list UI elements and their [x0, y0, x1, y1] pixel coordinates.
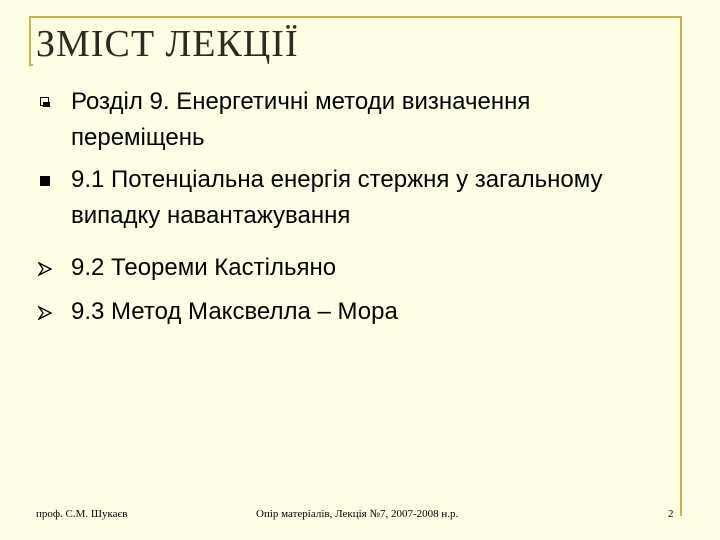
footer-author: проф. С.М. Шукаєв: [36, 508, 128, 520]
list-item-section: [38, 84, 668, 156]
solid-square-icon: [38, 162, 58, 198]
list-item-text: Розділ 9. Енергетичні методи визначення переміщень: [71, 88, 531, 151]
hollow-square-icon: [38, 84, 58, 120]
list-item-text: 9.1 Потенціальна енергія стержня у загальному випадку навантажування: [71, 166, 603, 229]
arrow-bullet-icon: [38, 294, 58, 330]
frame-top-line: [29, 16, 682, 18]
frame-right-line: [680, 16, 682, 516]
arrow-bullet-icon: [38, 250, 58, 286]
page-number: 2: [668, 508, 674, 520]
list-item-text: 9.2 Теореми Кастільяно: [71, 254, 337, 281]
slide-title: ЗМІСТ ЛЕКЦІЇ: [36, 23, 299, 65]
footer-course: Опір матеріалів, Лекція №7, 2007-2008 н.р.: [256, 508, 459, 520]
list-item-text: 9.3 Метод Максвелла – Мора: [71, 298, 398, 325]
frame-left-line: [29, 16, 31, 64]
list-item-9-3: [38, 294, 668, 330]
list-item-9-1: [38, 162, 668, 234]
list-item-9-2: [38, 250, 668, 286]
bullet-list: [38, 84, 668, 330]
title-underline: [29, 64, 33, 66]
